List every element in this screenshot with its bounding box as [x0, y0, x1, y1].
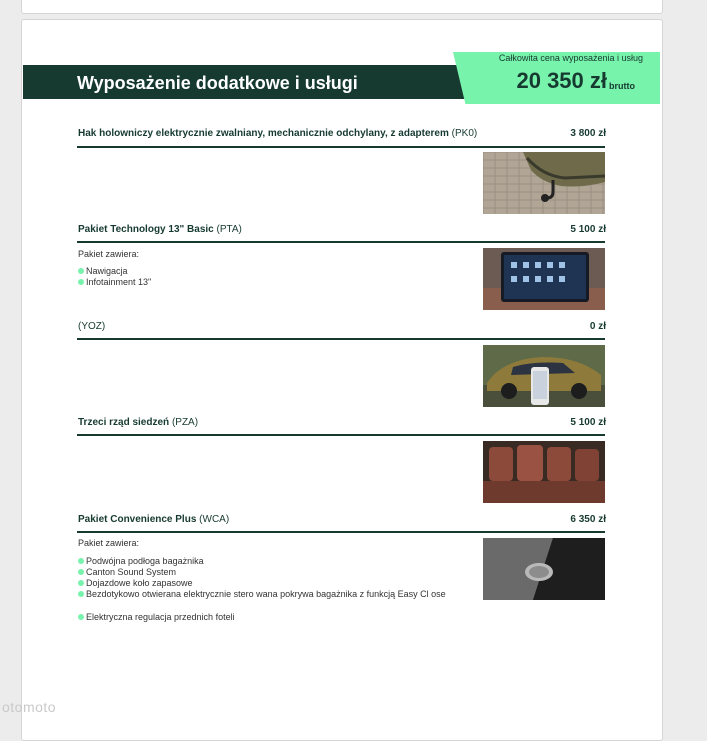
bullet-icon [78, 279, 84, 285]
list-item: Bezdotykowo otwierana elektrycznie stero wana pokrywa bagażnika z funkcją Easy Cl ose [78, 589, 458, 600]
package-contents-label: Pakiet zawiera: [78, 249, 140, 259]
bullet-icon [78, 591, 84, 597]
list-item: Nawigacja [78, 266, 458, 277]
item-price: 0 zł [589, 321, 606, 332]
item-title: Hak holowniczy elektrycznie zwalniany, mechanicznie odchylany, z adapterem (PK0) [78, 128, 478, 139]
section-title: Wyposażenie dodatkowe i usługi [77, 73, 358, 93]
watermark: otomoto [2, 699, 57, 715]
item-price: 3 800 zł [570, 128, 606, 139]
bullet-icon [78, 580, 84, 586]
item-price: 6 350 zł [570, 514, 606, 525]
list-item: Elektryczna regulacja przednich foteli [78, 612, 458, 623]
package-contents-label: Pakiet zawiera: [78, 538, 140, 548]
infotainment-screen-photo [483, 248, 605, 310]
third-row-seats-photo [483, 441, 605, 503]
bullet-icon [78, 569, 84, 575]
item-divider [77, 531, 605, 533]
item-divider [77, 434, 605, 436]
bullet-icon [78, 268, 84, 274]
item-title: (YOZ) [78, 321, 106, 332]
item-divider [77, 146, 605, 148]
item-title: Pakiet Technology 13" Basic (PTA) [78, 224, 242, 235]
item-divider [77, 338, 605, 340]
previous-page-card [21, 0, 663, 14]
list-item: Podwójna podłoga bagażnika [78, 556, 458, 567]
item-price: 5 100 zł [570, 417, 606, 428]
list-item: Canton Sound System [78, 567, 458, 578]
list-item: Dojazdowe koło zapasowe [78, 578, 458, 589]
speaker-photo [483, 538, 605, 600]
item-price: 5 100 zł [570, 224, 606, 235]
car-with-phone-photo [483, 345, 605, 407]
item-title: Pakiet Convenience Plus (WCA) [78, 514, 230, 525]
tow-hook-photo [483, 152, 605, 214]
total-price-value: 20 350 zł [516, 68, 607, 93]
list-item: Infotainment 13" [78, 277, 458, 288]
total-price-suffix: brutto [609, 81, 635, 91]
bullet-icon [78, 558, 84, 564]
total-price-caption: Całkowita cena wyposażenia i usług [498, 53, 643, 63]
item-title: Trzeci rząd siedzeń (PZA) [78, 417, 199, 428]
item-divider [77, 241, 605, 243]
bullet-icon [78, 614, 84, 620]
